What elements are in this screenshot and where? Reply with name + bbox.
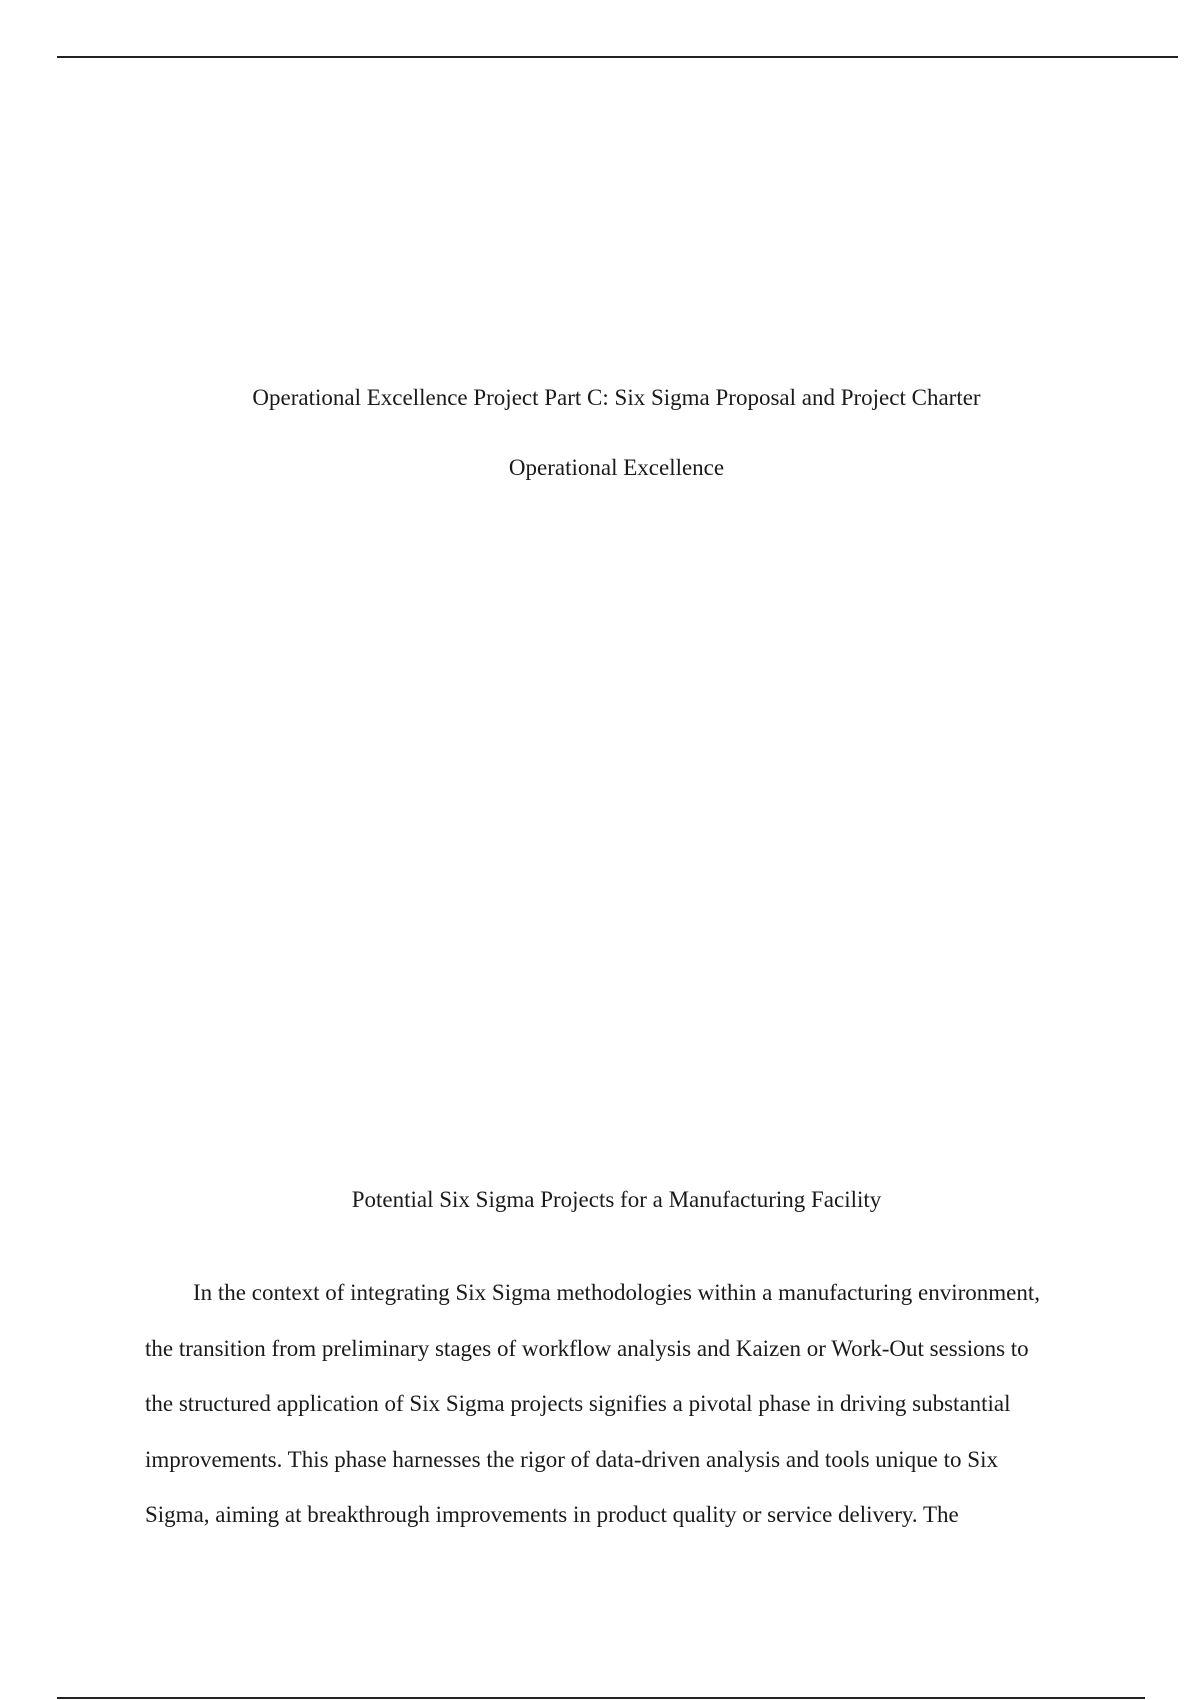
document-title: Operational Excellence Project Part C: Six Sigma Proposal and Project Charter xyxy=(252,385,981,410)
header-rule xyxy=(57,56,1178,58)
paragraph-line: the transition from preliminary stages of workflow analysis and Kaizen or Work-Out sessions to xyxy=(145,1335,1029,1361)
title-block xyxy=(0,382,1200,484)
paragraph-line: Sigma, aiming at breakthrough improvements in product quality or service delivery. The xyxy=(145,1502,959,1527)
paragraph-line: In the context of integrating Six Sigma methodologies within a manufacturing environment, xyxy=(193,1280,1040,1305)
paragraph-line: the structured application of Six Sigma projects signifies a pivotal phase in driving substantial xyxy=(145,1391,1011,1416)
footer-rule xyxy=(57,1697,1145,1699)
section-heading: Potential Six Sigma Projects for a Manufacturing Facility xyxy=(351,1187,882,1212)
document-subtitle: Operational Excellence xyxy=(508,455,725,480)
body-paragraph xyxy=(145,1265,1090,1543)
paragraph-line: improvements. This phase harnesses the rigor of data-driven analysis and tools unique to Six xyxy=(145,1446,998,1472)
